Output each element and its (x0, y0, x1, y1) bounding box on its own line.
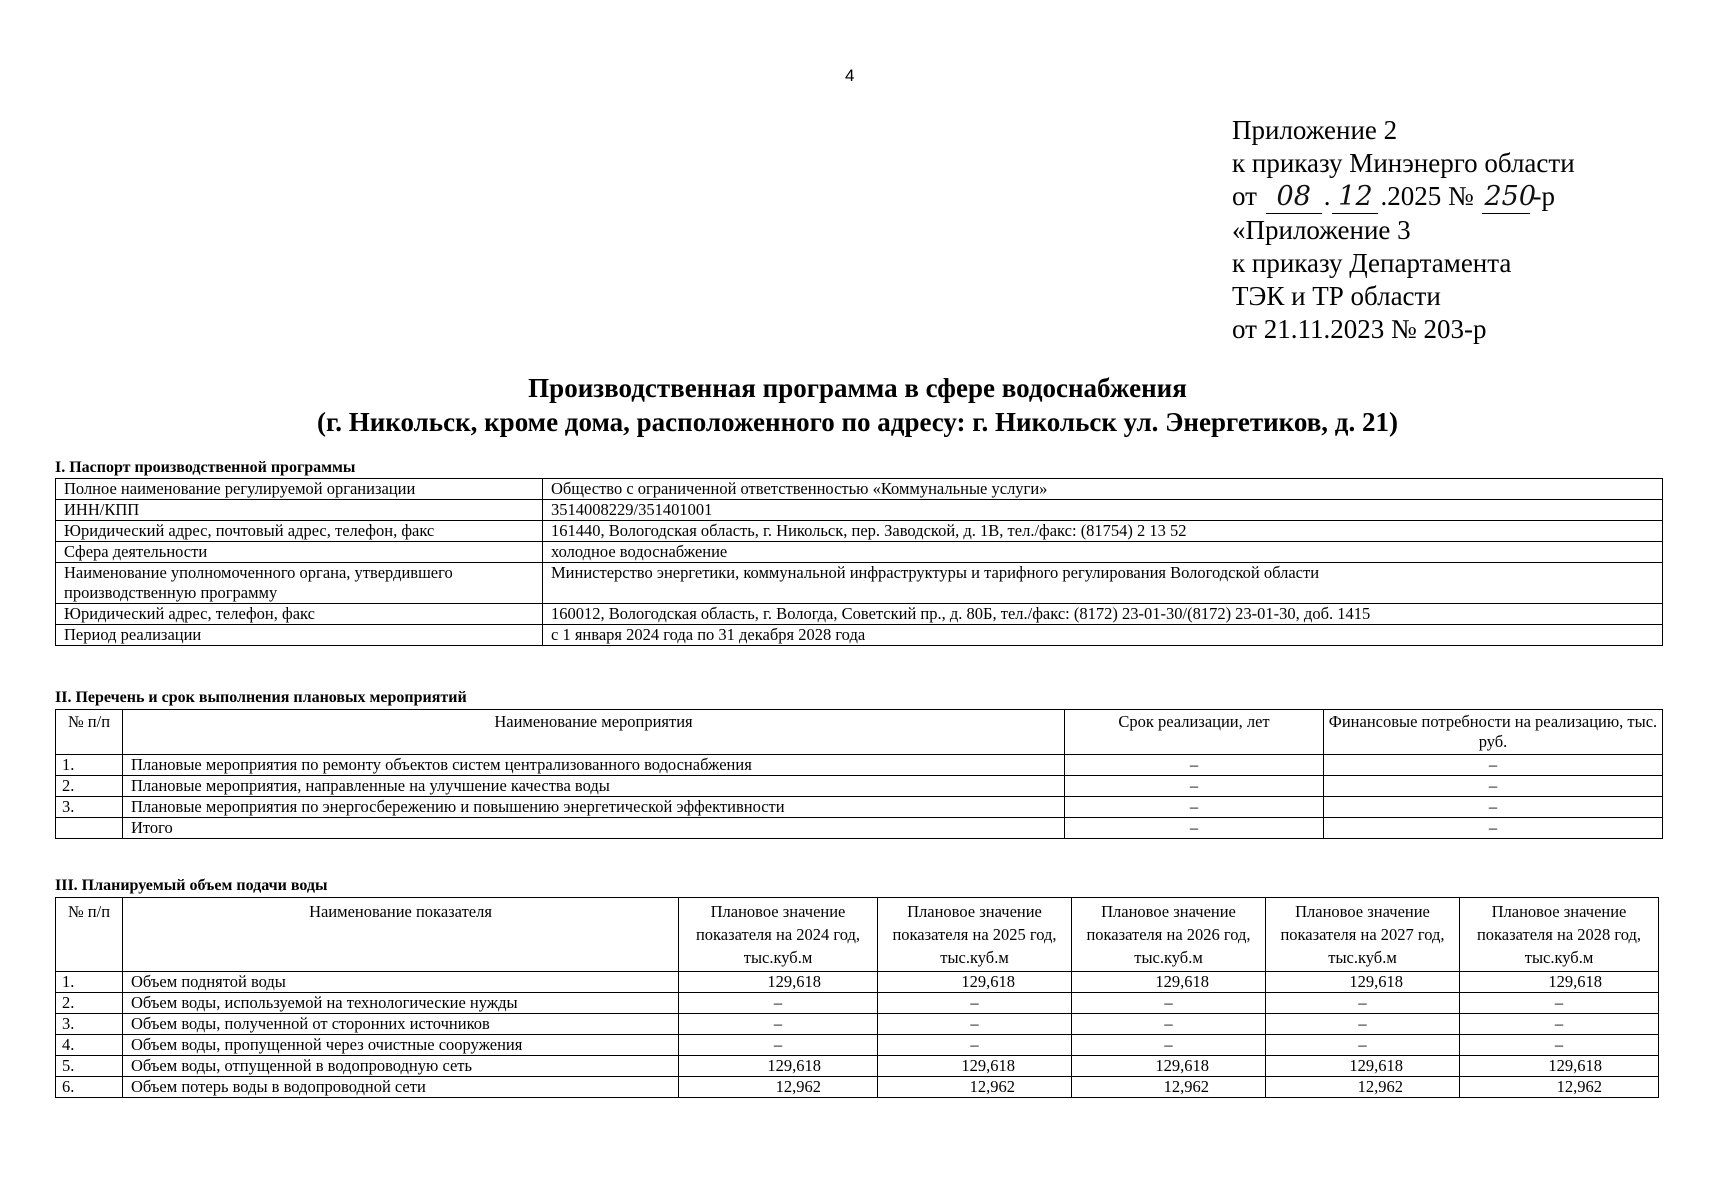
indicator-name: Объем воды, пропущенной через очистные сооружения (123, 1035, 679, 1056)
table-row (56, 972, 1659, 993)
header-finance: Финансовые потребности на реализацию, тыс. руб. (1324, 710, 1663, 755)
measure-finance: – (1324, 776, 1663, 797)
row-num: 4. (56, 1035, 123, 1056)
value-2028: – (1460, 993, 1659, 1014)
value-2026: – (1072, 993, 1266, 1014)
handwritten-order-number: 250 (1484, 181, 1537, 212)
measure-term: – (1065, 818, 1324, 839)
header-term: Срок реализации, лет (1065, 710, 1324, 755)
passport-value: с 1 января 2024 года по 31 декабря 2028 года (543, 625, 1663, 646)
value-2024: 129,618 (679, 972, 878, 993)
measure-total: Итого (123, 818, 1065, 839)
row-num (56, 818, 123, 839)
table-row (56, 604, 1663, 625)
header-num: № п/п (56, 898, 123, 972)
value-2027: – (1266, 1035, 1460, 1056)
table-row (56, 479, 1663, 500)
appendix-line-6: ТЭК и ТР области (1232, 281, 1441, 311)
value-2024: – (679, 1014, 878, 1035)
indicator-name: Объем воды, используемой на технологические нужды (123, 993, 679, 1014)
appendix-line-1: Приложение 2 (1232, 115, 1398, 145)
value-2025: 129,618 (878, 1056, 1072, 1077)
passport-value: 161440, Вологодская область, г. Никольск, пер. Заводской, д. 1В, тел./факс: (81754) 2 13 52 (543, 521, 1663, 542)
measure-finance: – (1324, 755, 1663, 776)
value-2026: 12,962 (1072, 1077, 1266, 1098)
passport-label: Наименование уполномоченного органа, утвердившего производственную программу (56, 563, 543, 604)
header-num: № п/п (56, 710, 123, 755)
header-year-2027: Плановое значение показателя на 2027 год, тыс.куб.м (1266, 898, 1460, 972)
appendix-line-5: к приказу Департамента (1232, 248, 1512, 278)
appendix-year-label: .2025 № (1380, 181, 1474, 211)
passport-value: Министерство энергетики, коммунальной инфраструктуры и тарифного регулирования Вологодской области (543, 563, 1663, 604)
appendix-from-label: от (1232, 181, 1257, 211)
header-year-2024: Плановое значение показателя на 2024 год, тыс.куб.м (679, 898, 878, 972)
passport-label: Полное наименование регулируемой организации (56, 479, 543, 500)
value-2024: 12,962 (679, 1077, 878, 1098)
value-2027: 129,618 (1266, 972, 1460, 993)
value-2027: – (1266, 1014, 1460, 1035)
value-2024: – (679, 1035, 878, 1056)
value-2028: – (1460, 1035, 1659, 1056)
measure-name: Плановые мероприятия по ремонту объектов систем централизованного водоснабжения (123, 755, 1065, 776)
value-2025: – (878, 993, 1072, 1014)
header-indicator-name: Наименование показателя (123, 898, 679, 972)
measure-term: – (1065, 797, 1324, 818)
passport-label: ИНН/КПП (56, 500, 543, 521)
appendix-line-2: к приказу Минэнерго области (1232, 148, 1575, 178)
handwritten-day: 08 (1266, 180, 1322, 214)
indicator-name: Объем поднятой воды (123, 972, 679, 993)
header-year-2026: Плановое значение показателя на 2026 год, тыс.куб.м (1072, 898, 1266, 972)
appendix-line-4: «Приложение 3 (1232, 215, 1411, 245)
table-row (56, 625, 1663, 646)
passport-label: Юридический адрес, телефон, факс (56, 604, 543, 625)
value-2027: – (1266, 993, 1460, 1014)
table-row (56, 500, 1663, 521)
row-num: 1. (56, 755, 123, 776)
value-2027: 12,962 (1266, 1077, 1460, 1098)
value-2026: – (1072, 1014, 1266, 1035)
header-measure-name: Наименование мероприятия (123, 710, 1065, 755)
measure-name: Плановые мероприятия, направленные на улучшение качества воды (123, 776, 1065, 797)
value-2025: 129,618 (878, 972, 1072, 993)
handwritten-month: 12 (1332, 180, 1378, 214)
row-num: 3. (56, 1014, 123, 1035)
appendix-block (1232, 114, 1575, 346)
table-row (56, 776, 1663, 797)
header-year-2028: Плановое значение показателя на 2028 год, тыс.куб.м (1460, 898, 1659, 972)
row-num: 6. (56, 1077, 123, 1098)
indicator-name: Объем воды, отпущенной в водопроводную сеть (123, 1056, 679, 1077)
row-num: 2. (56, 993, 123, 1014)
page-number: 4 (845, 66, 855, 85)
measure-name: Плановые мероприятия по энергосбережению и повышению энергетической эффективности (123, 797, 1065, 818)
passport-label: Сфера деятельности (56, 542, 543, 563)
passport-label: Период реализации (56, 625, 543, 646)
table-row (56, 563, 1663, 604)
header-year-2025: Плановое значение показателя на 2025 год, тыс.куб.м (878, 898, 1072, 972)
water-volume-table (55, 897, 1659, 1098)
passport-value: 3514008229/351401001 (543, 500, 1663, 521)
value-2028: 129,618 (1460, 1056, 1659, 1077)
value-2026: – (1072, 1035, 1266, 1056)
value-2026: 129,618 (1072, 1056, 1266, 1077)
measure-finance: – (1324, 797, 1663, 818)
table-row (56, 542, 1663, 563)
table-row (56, 1056, 1659, 1077)
value-2025: – (878, 1014, 1072, 1035)
table-row (56, 818, 1663, 839)
value-2024: – (679, 993, 878, 1014)
appendix-order-date-line (1232, 180, 1575, 214)
row-num: 1. (56, 972, 123, 993)
passport-value: холодное водоснабжение (543, 542, 1663, 563)
row-num: 2. (56, 776, 123, 797)
table-header-row (56, 710, 1663, 755)
value-2028: – (1460, 1014, 1659, 1035)
table-row (56, 1014, 1659, 1035)
table-row (56, 993, 1659, 1014)
value-2025: 12,962 (878, 1077, 1072, 1098)
passport-label: Юридический адрес, почтовый адрес, телефон, факс (56, 521, 543, 542)
passport-value: 160012, Вологодская область, г. Вологда, Советский пр., д. 80Б, тел./факс: (8172) 23-01-30/(8172) 23-01-30, доб. 1415 (543, 604, 1663, 625)
value-2025: – (878, 1035, 1072, 1056)
row-num: 5. (56, 1056, 123, 1077)
table-row (56, 755, 1663, 776)
appendix-order-suffix: -р (1532, 181, 1555, 211)
passport-table (55, 478, 1663, 646)
measures-table (55, 709, 1663, 839)
measure-term: – (1065, 755, 1324, 776)
document-subtitle: (г. Никольск, кроме дома, расположенного по адресу: г. Никольск ул. Энергетиков, д. 21) (317, 407, 1398, 437)
value-2024: 129,618 (679, 1056, 878, 1077)
indicator-name: Объем потерь воды в водопроводной сети (123, 1077, 679, 1098)
appendix-line-7: от 21.11.2023 № 203-р (1232, 314, 1487, 344)
document-title: Производственная программа в сфере водоснабжения (528, 373, 1187, 403)
indicator-name: Объем воды, полученной от сторонних источников (123, 1014, 679, 1035)
value-2028: 129,618 (1460, 972, 1659, 993)
table-row (56, 521, 1663, 542)
value-2028: 12,962 (1460, 1077, 1659, 1098)
table-header-row (56, 898, 1659, 972)
measure-term: – (1065, 776, 1324, 797)
section-2-title: II. Перечень и срок выполнения плановых мероприятий (55, 689, 467, 706)
date-dot: . (1323, 181, 1331, 211)
passport-value: Общество с ограниченной ответственностью «Коммунальные услуги» (543, 479, 1663, 500)
table-row (56, 1035, 1659, 1056)
row-num: 3. (56, 797, 123, 818)
table-row (56, 1077, 1659, 1098)
section-3-title: III. Планируемый объем подачи воды (55, 877, 328, 894)
measure-finance: – (1324, 818, 1663, 839)
value-2027: 129,618 (1266, 1056, 1460, 1077)
table-row (56, 797, 1663, 818)
value-2026: 129,618 (1072, 972, 1266, 993)
section-1-title: I. Паспорт производственной программы (55, 459, 356, 476)
